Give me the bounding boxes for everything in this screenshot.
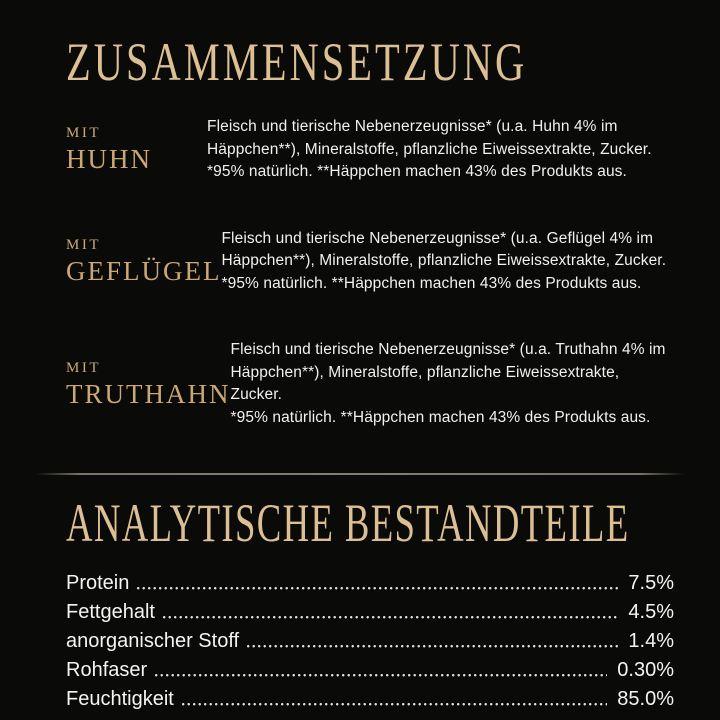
desc-line: *95% natürlich. **Häppchen machen 43% des Produkts aus. <box>221 274 642 292</box>
variant-name: TRUTHAHN <box>66 378 231 409</box>
analysis-row-anorganischer-stoff <box>66 631 674 652</box>
row-label: Fettgehalt <box>66 601 155 623</box>
dot-leader <box>155 674 607 677</box>
desc-line: *95% natürlich. **Häppchen machen 43% des Produkts aus. <box>207 163 627 180</box>
desc-line: *95% natürlich. **Häppchen machen 43% des Produkts aus. <box>230 408 651 426</box>
analysis-row-fettgehalt <box>66 602 674 623</box>
variant-prefix: MIT <box>66 359 101 376</box>
variant-name: HUHN <box>66 144 152 175</box>
desc-line: Häppchen**), Mineralstoffe, pflanzliche Eiweissextrakte, Zucker. <box>221 252 667 269</box>
row-label: anorganischer Stoff <box>66 630 240 652</box>
variant-description <box>231 339 675 429</box>
dot-leader <box>247 645 618 648</box>
row-value: 85.0% <box>617 688 674 710</box>
variant-label <box>66 360 231 409</box>
row-value: 4.5% <box>628 601 674 623</box>
desc-line: Häppchen**), Mineralstoffe, pflanzliche Eiweissextrakte, Zucker. <box>230 363 620 403</box>
dot-leader <box>137 587 618 590</box>
row-value: 0.30% <box>617 659 674 681</box>
desc-line: Fleisch und tierische Nebenerzeugnisse* (u.a. Huhn 4% im <box>207 118 618 135</box>
page-title: ZUSAMMENSETZUNG <box>66 32 528 92</box>
variant-section-huhn <box>66 116 674 184</box>
variant-prefix: MIT <box>66 236 101 253</box>
row-label: Protein <box>66 572 130 594</box>
variant-description <box>221 228 666 296</box>
analysis-table <box>66 573 674 710</box>
desc-line: Fleisch und tierische Nebenerzeugnisse* (u.a. Truthahn 4% im <box>230 341 666 358</box>
row-label: Rohfaser <box>66 659 148 681</box>
analysis-title: ANALYTISCHE BESTANDTEILE <box>66 493 630 553</box>
row-value: 1.4% <box>628 630 674 652</box>
analysis-row-rohfaser <box>66 660 674 681</box>
desc-line: Häppchen**), Mineralstoffe, pflanzliche Eiweissextrakte, Zucker. <box>207 140 652 158</box>
variant-label <box>66 125 207 174</box>
variant-name: GEFLÜGEL <box>66 255 222 286</box>
analysis-row-feuchtigkeit <box>66 689 674 710</box>
desc-line: Fleisch und tierische Nebenerzeugnisse* (u.a. Geflügel 4% im <box>221 229 654 247</box>
variant-description <box>207 116 652 184</box>
variant-label <box>66 237 221 286</box>
section-divider <box>35 473 685 475</box>
variant-prefix: MIT <box>66 125 101 142</box>
variant-section-truthahn <box>66 339 674 429</box>
dot-leader <box>163 616 618 619</box>
variant-section-gefluegel <box>66 228 674 296</box>
dot-leader <box>182 703 607 706</box>
row-label: Feuchtigkeit <box>66 688 174 710</box>
row-value: 7.5% <box>628 572 674 594</box>
analysis-row-protein <box>66 573 674 594</box>
